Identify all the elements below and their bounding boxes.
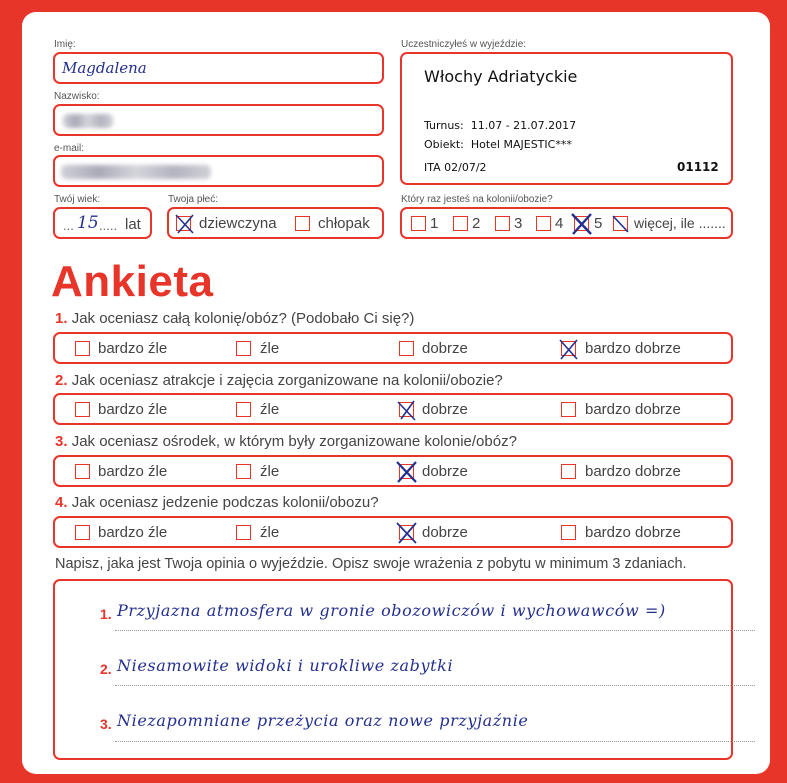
times-option-4: 4: [555, 215, 564, 232]
plec-label: Twoja płeć:: [168, 194, 219, 205]
q1-option-bardzo-zle: bardzo źle: [98, 340, 168, 357]
trip-turnus: Turnus: 11.07 - 21.07.2017: [424, 119, 577, 132]
times-option-2: 2: [472, 215, 481, 232]
opinion-prompt: Napisz, jaka jest Twoja opinia o wyjeździe. Opisz swoje wrażenia z pobytu w minimum 3 zdaniach.: [55, 556, 687, 572]
question-1: [55, 310, 414, 327]
times-checkbox-1[interactable]: [411, 216, 426, 231]
question-3: [55, 433, 517, 450]
q2-option-dobrze: dobrze: [422, 401, 468, 418]
q3-checkbox-bardzo-dobrze[interactable]: [561, 464, 576, 479]
answer-2-text: Niesamowite widoki i urokliwe zabytki: [117, 656, 454, 675]
plec-option-dziewczyna: dziewczyna: [199, 215, 277, 232]
cross-mark-icon: [394, 459, 420, 485]
q3-checkbox-bardzo-zle[interactable]: [75, 464, 90, 479]
q3-option-zle: źle: [260, 463, 280, 480]
question-4-scale: [53, 516, 733, 548]
question-text: Jak oceniasz całą kolonię/obóz? (Podobało Ci się?): [71, 310, 415, 327]
cross-mark-icon: [395, 398, 419, 423]
question-3-scale: [53, 455, 733, 487]
trip-code: ITA 02/07/2: [424, 161, 487, 174]
plec-option-chlopak: chłopak: [318, 215, 370, 232]
answer-3-text: Niezapomniane przeżycia oraz nowe przyjaźnie: [117, 711, 529, 730]
trip-number: 01112: [677, 160, 719, 174]
q2-checkbox-bardzo-dobrze[interactable]: [561, 402, 576, 417]
trip-obiekt: Obiekt: Hotel MAJESTIC***: [424, 138, 572, 151]
q2-option-bardzo-dobrze: bardzo dobrze: [585, 401, 681, 418]
ruled-line: [115, 630, 755, 631]
wiek-dots-left: ...: [63, 218, 74, 233]
answer-number: 2.: [100, 661, 112, 677]
survey-title: Ankieta: [51, 257, 214, 306]
ruled-line: [115, 741, 755, 742]
q4-checkbox-bardzo-zle[interactable]: [75, 525, 90, 540]
cross-mark-icon: [569, 211, 595, 237]
wiek-field[interactable]: [53, 207, 152, 239]
wiek-dots-right: .....: [99, 218, 118, 233]
q3-option-dobrze: dobrze: [422, 463, 468, 480]
q2-checkbox-zle[interactable]: [236, 402, 251, 417]
plec-field: [167, 207, 384, 239]
question-1-scale: [53, 332, 733, 364]
q1-option-bardzo-dobrze: bardzo dobrze: [585, 340, 681, 357]
times-label: Który raz jesteś na kolonii/obozie?: [401, 194, 553, 205]
imie-label: Imię:: [54, 39, 76, 50]
redacted-email: [61, 165, 211, 179]
cross-mark-icon: [394, 520, 420, 546]
slash-mark-icon: [610, 213, 632, 235]
q2-checkbox-bardzo-zle[interactable]: [75, 402, 90, 417]
q1-option-dobrze: dobrze: [422, 340, 468, 357]
nazwisko-label: Nazwisko:: [54, 91, 100, 102]
q4-option-bardzo-zle: bardzo źle: [98, 524, 168, 541]
cross-mark-icon: [173, 212, 197, 236]
question-number: 1.: [55, 310, 68, 327]
survey-sheet: [22, 12, 770, 774]
opinion-box[interactable]: [53, 579, 733, 760]
imie-field[interactable]: [53, 52, 384, 84]
q4-checkbox-bardzo-dobrze[interactable]: [561, 525, 576, 540]
times-field: [400, 207, 733, 239]
q1-option-zle: źle: [260, 340, 280, 357]
email-label: e-mail:: [54, 143, 85, 154]
trip-box: [400, 52, 733, 185]
times-option-more: więcej, ile .......: [634, 215, 726, 231]
cross-mark-icon: [557, 337, 581, 362]
times-checkbox-2[interactable]: [453, 216, 468, 231]
times-checkbox-3[interactable]: [495, 216, 510, 231]
imie-value: Magdalena: [62, 59, 147, 77]
wiek-unit: lat: [125, 216, 141, 233]
times-option-1: 1: [430, 215, 439, 232]
question-2-scale: [53, 393, 733, 425]
q4-option-zle: źle: [260, 524, 280, 541]
trip-label: Uczestniczyłeś w wyjeździe:: [401, 39, 527, 50]
question-text: Jak oceniasz atrakcje i zajęcia zorganizowane na kolonii/obozie?: [71, 372, 503, 389]
times-option-5: 5: [594, 215, 603, 232]
times-checkbox-4[interactable]: [536, 216, 551, 231]
answer-number: 1.: [100, 606, 112, 622]
q4-option-dobrze: dobrze: [422, 524, 468, 541]
q1-checkbox-bardzo-zle[interactable]: [75, 341, 90, 356]
q2-option-zle: źle: [260, 401, 280, 418]
trip-destination: Włochy Adriatyckie: [424, 67, 578, 86]
q3-option-bardzo-zle: bardzo źle: [98, 463, 168, 480]
answer-number: 3.: [100, 716, 112, 732]
times-option-3: 3: [514, 215, 523, 232]
nazwisko-field[interactable]: [53, 104, 384, 136]
question-number: 3.: [55, 433, 68, 450]
email-field[interactable]: [53, 155, 384, 187]
wiek-label: Twój wiek:: [54, 194, 101, 205]
redacted-surname: [63, 114, 113, 128]
question-number: 2.: [55, 372, 68, 389]
question-text: Jak oceniasz ośrodek, w którym były zorganizowane kolonie/obóz?: [71, 433, 517, 450]
q4-option-bardzo-dobrze: bardzo dobrze: [585, 524, 681, 541]
question-text: Jak oceniasz jedzenie podczas kolonii/obozu?: [71, 494, 379, 511]
q3-option-bardzo-dobrze: bardzo dobrze: [585, 463, 681, 480]
answer-1-text: Przyjazna atmosfera w gronie obozowiczów i wychowawców =): [117, 601, 666, 620]
q1-checkbox-zle[interactable]: [236, 341, 251, 356]
question-2: [55, 372, 503, 389]
wiek-value: 15: [77, 213, 99, 233]
q1-checkbox-dobrze[interactable]: [399, 341, 414, 356]
q3-checkbox-zle[interactable]: [236, 464, 251, 479]
plec-checkbox-chlopak[interactable]: [295, 216, 310, 231]
q4-checkbox-zle[interactable]: [236, 525, 251, 540]
question-number: 4.: [55, 494, 68, 511]
question-4: [55, 494, 379, 511]
ruled-line: [115, 685, 755, 686]
q2-option-bardzo-zle: bardzo źle: [98, 401, 168, 418]
